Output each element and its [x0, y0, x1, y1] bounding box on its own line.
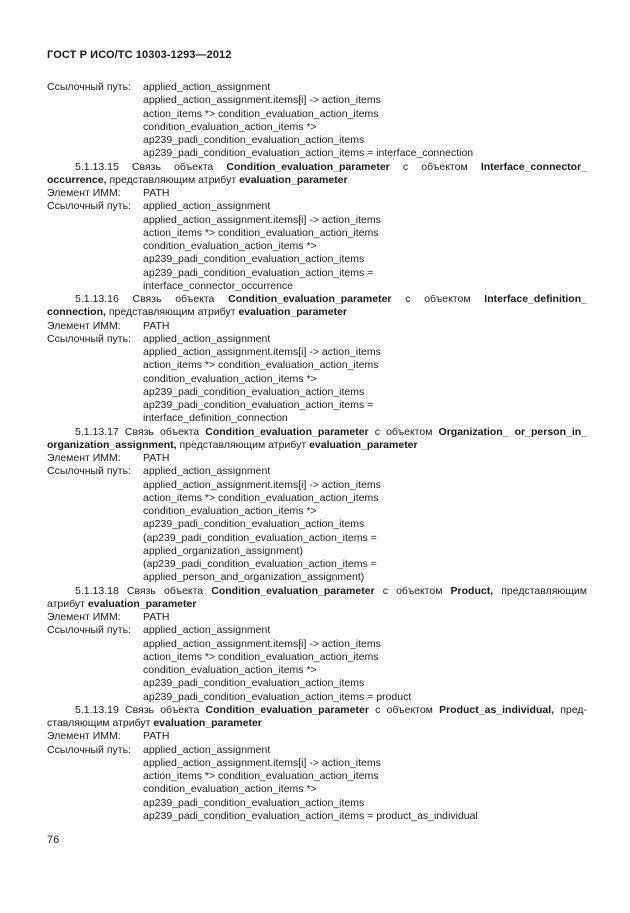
section-heading-line: ставляющим атрибут evaluation_parameter	[47, 717, 262, 729]
ref-path-line: applied_action_assignment	[143, 624, 271, 637]
imm-element-label: Элемент ИММ:	[47, 611, 121, 623]
ref-path-line: ap239_padi_condition_evaluation_action_items = product	[143, 690, 412, 703]
ref-path-line: action_items *> condition_evaluation_action_items	[143, 226, 379, 239]
ref-path-line: ap239_padi_condition_evaluation_action_items	[143, 677, 365, 690]
section-heading-line: атрибут evaluation_parameter	[47, 597, 197, 610]
ref-path-line: ap239_padi_condition_evaluation_action_items	[143, 518, 365, 531]
imm-element-value: PATH	[143, 319, 170, 332]
ref-path-label: Ссылочный путь:	[47, 332, 131, 345]
ref-path-line: applied_action_assignment	[143, 332, 271, 345]
imm-element-value: PATH	[143, 187, 170, 199]
ref-path-label: Ссылочный путь:	[47, 624, 131, 637]
ref-path-label: Ссылочный путь:	[47, 200, 131, 213]
imm-element-value: PATH	[143, 611, 170, 623]
ref-path-line: ap239_padi_condition_evaluation_action_items =	[143, 399, 374, 411]
section-heading-line: 5.1.13.17 Связь объекта Condition_evaluation_parameter с объектом Organization_ or_person_in_	[75, 425, 587, 438]
section-heading-line: 5.1.13.18 Связь объекта Condition_evaluation_parameter с объектом Product, представляющим	[75, 584, 588, 597]
ref-path-line: (ap239_padi_condition_evaluation_action_items =	[143, 531, 377, 544]
section-heading-line: 5.1.13.19 Связь объекта Condition_evaluation_parameter с объектом Product_as_individual, пред-	[75, 703, 587, 716]
ref-path-line: ap239_padi_condition_evaluation_action_items = interface_connection	[143, 147, 474, 160]
ref-path-line: applied_person_and_organization_assignment)	[143, 571, 365, 584]
ref-path-line: interface_definition_connection	[143, 412, 288, 425]
imm-element-label: Элемент ИММ:	[47, 452, 121, 464]
ref-path-row	[47, 624, 587, 637]
ref-path-line: condition_evaluation_action_items *>	[143, 664, 317, 676]
ref-path-line: applied_action_assignment.items[i] -> action_items	[143, 756, 381, 769]
ref-path-line: applied_action_assignment	[143, 200, 271, 213]
ref-path-line: applied_action_assignment.items[i] -> action_items	[143, 94, 381, 107]
ref-path-line: action_items *> condition_evaluation_action_items	[143, 359, 379, 372]
imm-element-label: Элемент ИММ:	[47, 319, 121, 332]
ref-path-line: condition_evaluation_action_items *>	[143, 240, 317, 252]
ref-path-line: action_items *> condition_evaluation_action_items	[143, 107, 379, 120]
ref-path-line: action_items *> condition_evaluation_action_items	[143, 491, 379, 504]
ref-path-label: Ссылочный путь:	[47, 743, 131, 756]
document-body	[47, 81, 587, 823]
imm-element-row	[47, 611, 587, 624]
section-heading-line: organization_assignment, представляющим атрибут evaluation_parameter	[47, 438, 418, 451]
ref-path-line: condition_evaluation_action_items *>	[143, 372, 317, 385]
ref-path-line: ap239_padi_condition_evaluation_action_items = product_as_individual	[143, 809, 478, 822]
ref-path-row	[47, 465, 587, 478]
ref-path-line: ap239_padi_condition_evaluation_action_items =	[143, 266, 374, 279]
imm-element-label: Элемент ИММ:	[47, 730, 121, 743]
ref-path-line: ap239_padi_condition_evaluation_action_items	[143, 253, 365, 266]
ref-path-line: ap239_padi_condition_evaluation_action_items	[143, 134, 365, 146]
page-header: ГОСТ Р ИСО/ТС 10303-1293—2012	[47, 49, 232, 61]
ref-path-line: (ap239_padi_condition_evaluation_action_items =	[143, 558, 377, 570]
ref-path-row	[47, 333, 587, 346]
imm-element-value: PATH	[143, 452, 170, 464]
ref-path-line: applied_organization_assignment)	[143, 544, 303, 557]
ref-path-line: applied_action_assignment.items[i] -> action_items	[143, 637, 381, 650]
ref-path-line: applied_action_assignment	[143, 81, 271, 93]
imm-element-row	[47, 187, 587, 200]
ref-path-line: condition_evaluation_action_items *>	[143, 505, 317, 517]
imm-element-row	[47, 730, 587, 743]
ref-path-line: condition_evaluation_action_items *>	[143, 783, 317, 796]
imm-element-row	[47, 452, 587, 465]
section-heading-line: 5.1.13.15 Связь объекта Condition_evaluation_parameter с объектом Interface_connector_	[75, 160, 588, 173]
section-heading-line: connection, представляющим атрибут evaluation_parameter	[47, 306, 348, 319]
section-heading-line: 5.1.13.16 Связь объекта Condition_evaluation_parameter с объектом Interface_definition_	[75, 293, 587, 305]
ref-path-line: applied_action_assignment.items[i] -> action_items	[143, 213, 381, 226]
page-number: 76	[47, 834, 60, 846]
imm-element-label: Элемент ИММ:	[47, 187, 121, 199]
imm-element-row	[47, 320, 587, 333]
ref-path-row	[47, 200, 587, 213]
ref-path-label: Ссылочный путь:	[47, 81, 131, 93]
ref-path-line: interface_connector_occurrence	[143, 279, 294, 292]
ref-path-line: ap239_padi_condition_evaluation_action_items	[143, 796, 365, 809]
ref-path-line: action_items *> condition_evaluation_action_items	[143, 770, 379, 782]
ref-path-line: condition_evaluation_action_items *>	[143, 120, 317, 133]
ref-path-line: ap239_padi_condition_evaluation_action_items	[143, 385, 365, 398]
ref-path-line: applied_action_assignment	[143, 465, 271, 478]
ref-path-line: action_items *> condition_evaluation_action_items	[143, 650, 379, 663]
ref-path-line: applied_action_assignment	[143, 743, 271, 756]
imm-element-value: PATH	[143, 730, 170, 743]
ref-path-row	[47, 81, 587, 94]
ref-path-label: Ссылочный путь:	[47, 465, 131, 478]
section-heading-line: occurrence, представляющим атрибут evaluation_parameter	[47, 173, 348, 186]
ref-path-line: applied_action_assignment.items[i] -> action_items	[143, 478, 381, 491]
ref-path-row	[47, 744, 587, 757]
ref-path-line: applied_action_assignment.items[i] -> action_items	[143, 346, 381, 358]
